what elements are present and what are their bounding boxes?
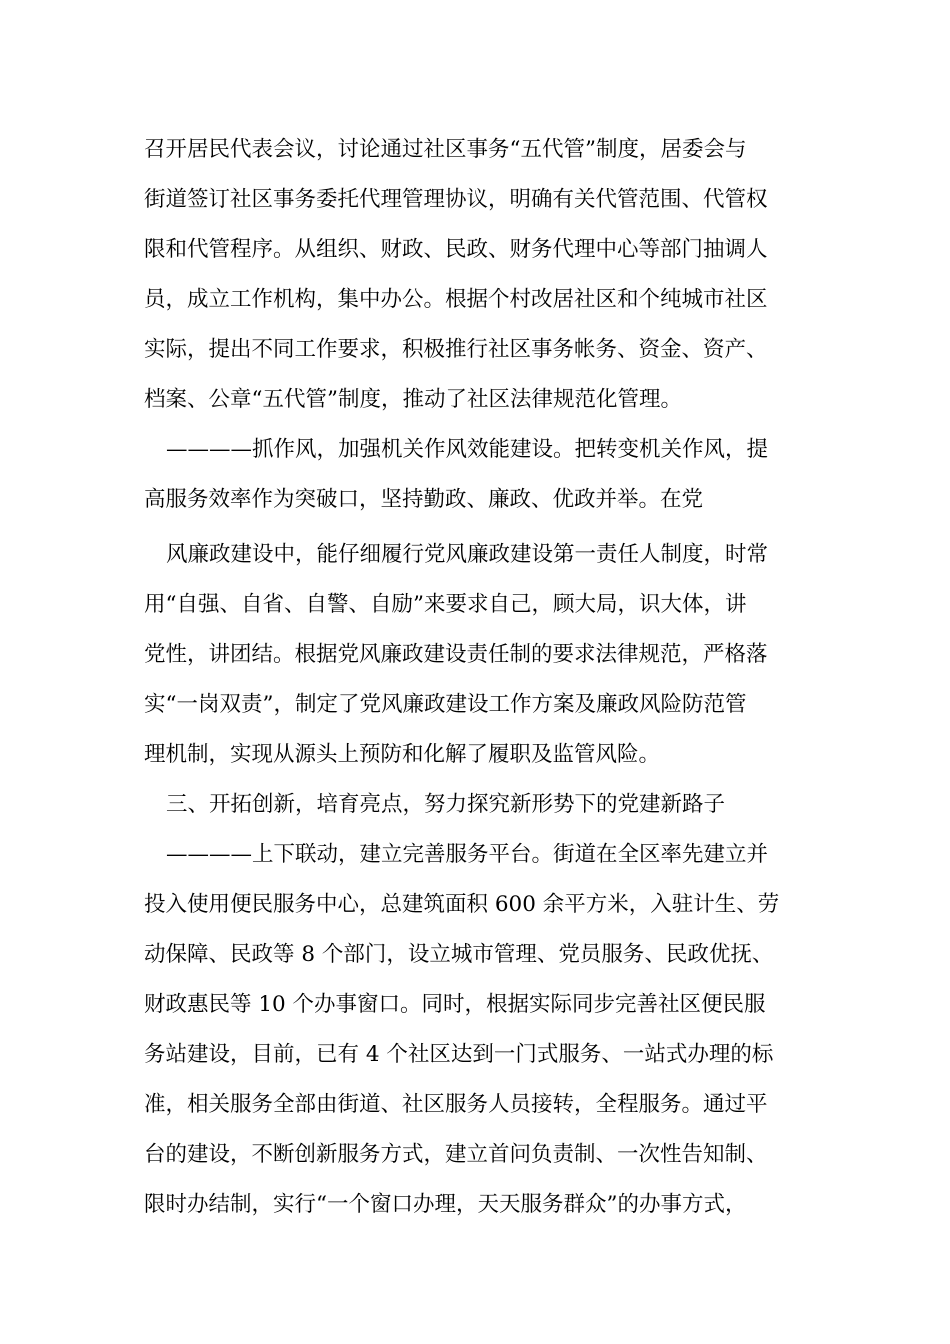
text-line: 街道签订社区事务委托代理管理协议，明确有关代管范围、代管权 (144, 187, 768, 212)
text-line: 限时办结制，实行“一个窗口办理，天天服务群众”的办事方式， (144, 1192, 747, 1217)
text-line: 理机制，实现从源头上预防和化解了履职及监管风险。 (144, 742, 661, 767)
section-heading: 三、开拓创新，培育亮点，努力探究新形势下的党建新路子 (166, 792, 726, 817)
text-line: 用“自强、自省、自警、自励”来要求自己，顾大局，识大体，讲 (144, 592, 747, 617)
text-line: 员，成立工作机构，集中办公。根据个村改居社区和个纯城市社区 (144, 287, 768, 312)
text-line: 实际，提出不同工作要求，积极推行社区事务帐务、资金、资产、 (144, 337, 768, 362)
text-line: 准，相关服务全部由街道、社区服务人员接转，全程服务。通过平 (144, 1092, 768, 1117)
text-line: 档案、公章“五代管”制度，推动了社区法律规范化管理。 (144, 387, 682, 412)
text-line: 投入使用便民服务中心，总建筑面积 600 余平方米，入驻计生、劳 (144, 892, 780, 917)
text-line: 高服务效率作为突破口，坚持勤政、廉政、优政并举。在党 (144, 487, 704, 512)
text-line: 财政惠民等 10 个办事窗口。同时，根据实际同步完善社区便民服 (144, 992, 766, 1017)
text-line: 党性，讲团结。根据党风廉政建设责任制的要求法律规范，严格落 (144, 642, 768, 667)
text-line: 务站建设，目前，已有 4 个社区达到一门式服务、一站式办理的标 (144, 1042, 774, 1067)
text-line: 动保障、民政等 8 个部门，设立城市管理、党员服务、民政优抚、 (144, 942, 774, 967)
text-line: ————抓作风，加强机关作风效能建设。把转变机关作风，提 (166, 437, 769, 462)
text-line: 实“一岗双责”，制定了党风廉政建设工作方案及廉政风险防范管 (144, 692, 747, 717)
text-line: ————上下联动，建立完善服务平台。街道在全区率先建立并 (166, 842, 769, 867)
text-line: 台的建设，不断创新服务方式，建立首问负责制、一次性告知制、 (144, 1142, 768, 1167)
text-line: 限和代管程序。从组织、财政、民政、财务代理中心等部门抽调人 (144, 237, 768, 262)
text-line: 召开居民代表会议，讨论通过社区事务“五代管”制度，居委会与 (144, 137, 747, 162)
text-line: 风廉政建设中，能仔细履行党风廉政建设第一责任人制度，时常 (166, 542, 769, 567)
